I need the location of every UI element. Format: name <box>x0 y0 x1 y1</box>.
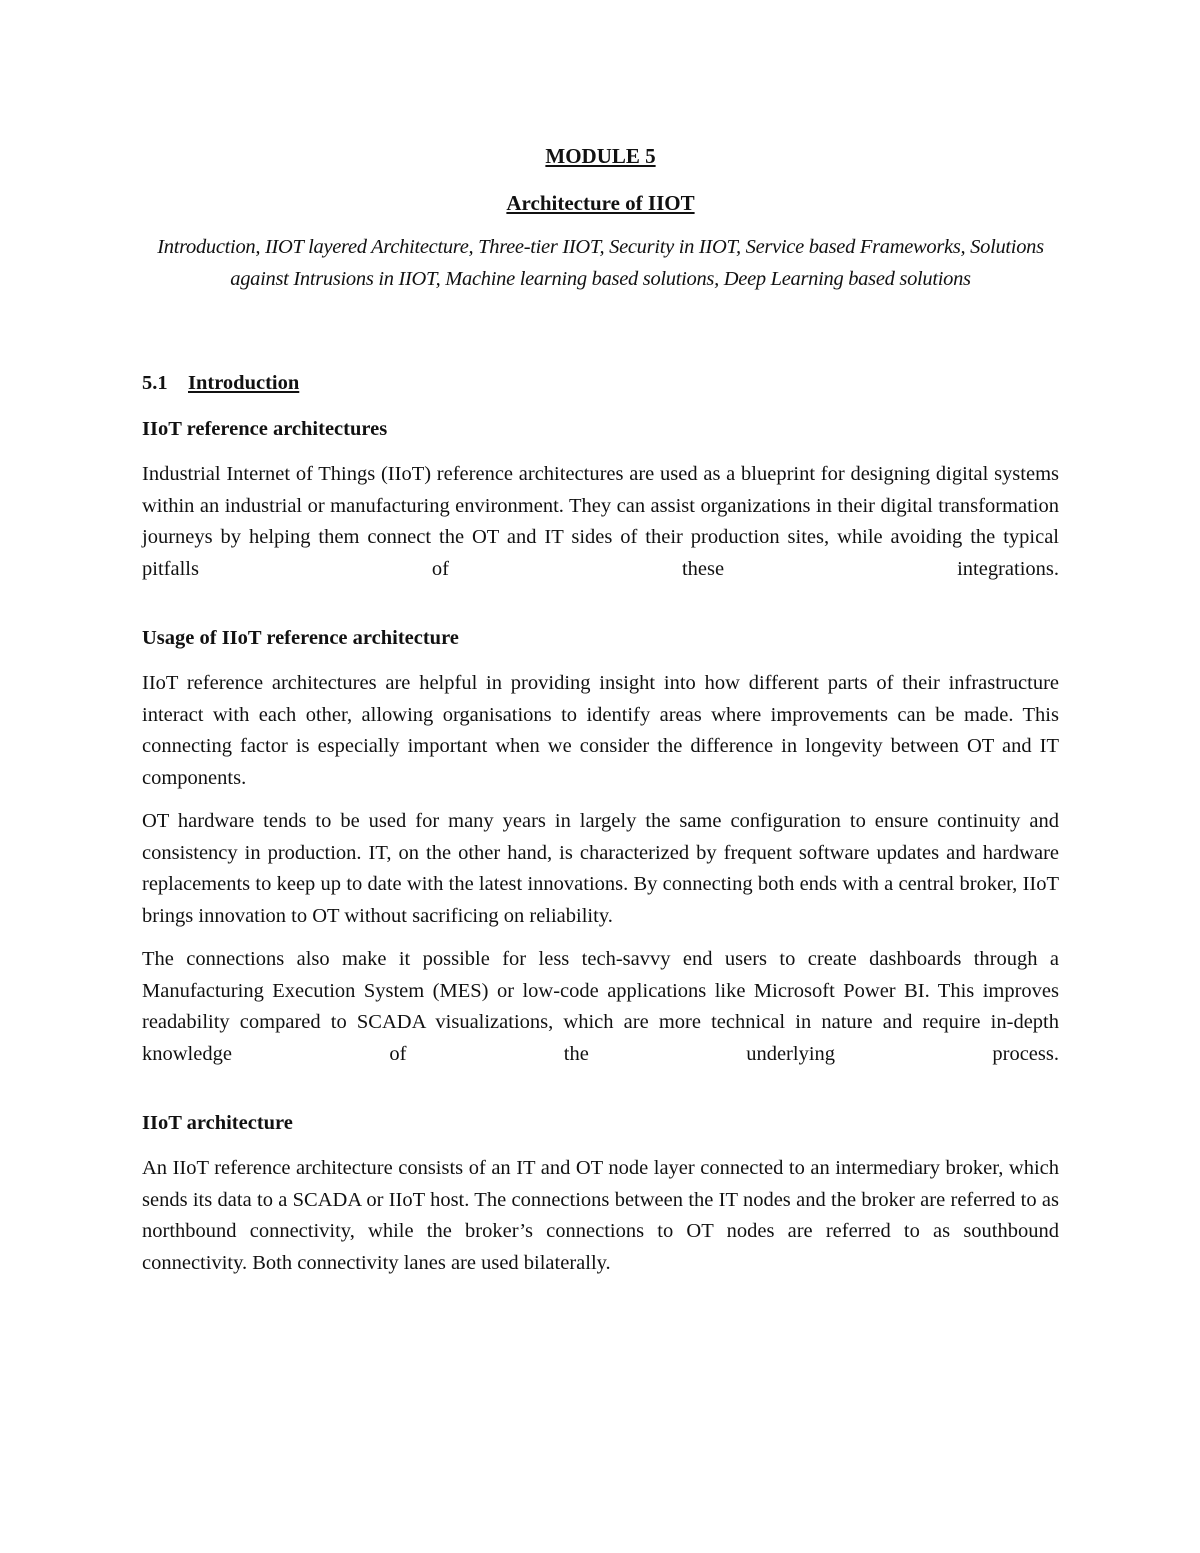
section-number: 5.1 <box>142 372 168 394</box>
subheading-architecture: IIoT architecture <box>142 1112 293 1134</box>
subheading-usage: Usage of IIoT reference architecture <box>142 627 459 649</box>
section-title: Introduction <box>188 372 300 394</box>
topics-list: Introduction, IIOT layered Architecture, Three-tier IIOT, Security in IIOT, Service based Frameworks, Solutions against Intrusions in IIOT, Machine learning based solutions, Deep Learning based solutions <box>157 236 1044 290</box>
paragraph-architecture: An IIoT reference architecture consists of an IT and OT node layer connected to an intermediary broker, which sends its data to a SCADA or IIoT host. The connections between the IT nodes and the broker are referred to as northbound connectivity, while the broker’s connections to OT nodes are referred to as southbound connectivity. Both connectivity lanes are used bilaterally. <box>142 1157 1059 1274</box>
paragraph-usage-3: The connections also make it possible for less tech-savvy end users to create dashboards through a Manufacturing Execution System (MES) or low-code applications like Microsoft Power BI. This improves readability compared to SCADA visualizations, which are more technical in nature and require in-depth knowledge of the underlying process. <box>142 948 1059 1065</box>
paragraph-usage-1: IIoT reference architectures are helpful in providing insight into how different parts of their infrastructure interact with each other, allowing organisations to identify areas where improvements can be made. This connecting factor is especially important when we consider the difference in longevity between OT and IT components. <box>142 672 1059 789</box>
section-heading <box>142 367 1059 399</box>
paragraph-usage-2: OT hardware tends to be used for many years in largely the same configuration to ensure continuity and consistency in production. IT, on the other hand, is characterized by frequent software updates and hardware replacements to keep up to date with the latest innovations. By connecting both ends with a central broker, IIoT brings innovation to OT without sacrificing on reliability. <box>142 810 1059 927</box>
document-body <box>142 140 1059 1279</box>
paragraph-reference-architectures: Industrial Internet of Things (IIoT) reference architectures are used as a blueprint for designing digital systems within an industrial or manufacturing environment. They can assist organizations in their digital transformation journeys by helping them connect the OT and IT sides of their production sites, while avoiding the typical pitfalls of these integrations. <box>142 463 1059 580</box>
module-title: MODULE 5 <box>545 144 656 168</box>
subheading-reference-architectures: IIoT reference architectures <box>142 418 388 440</box>
document-title: Architecture of IIOT <box>506 191 695 215</box>
